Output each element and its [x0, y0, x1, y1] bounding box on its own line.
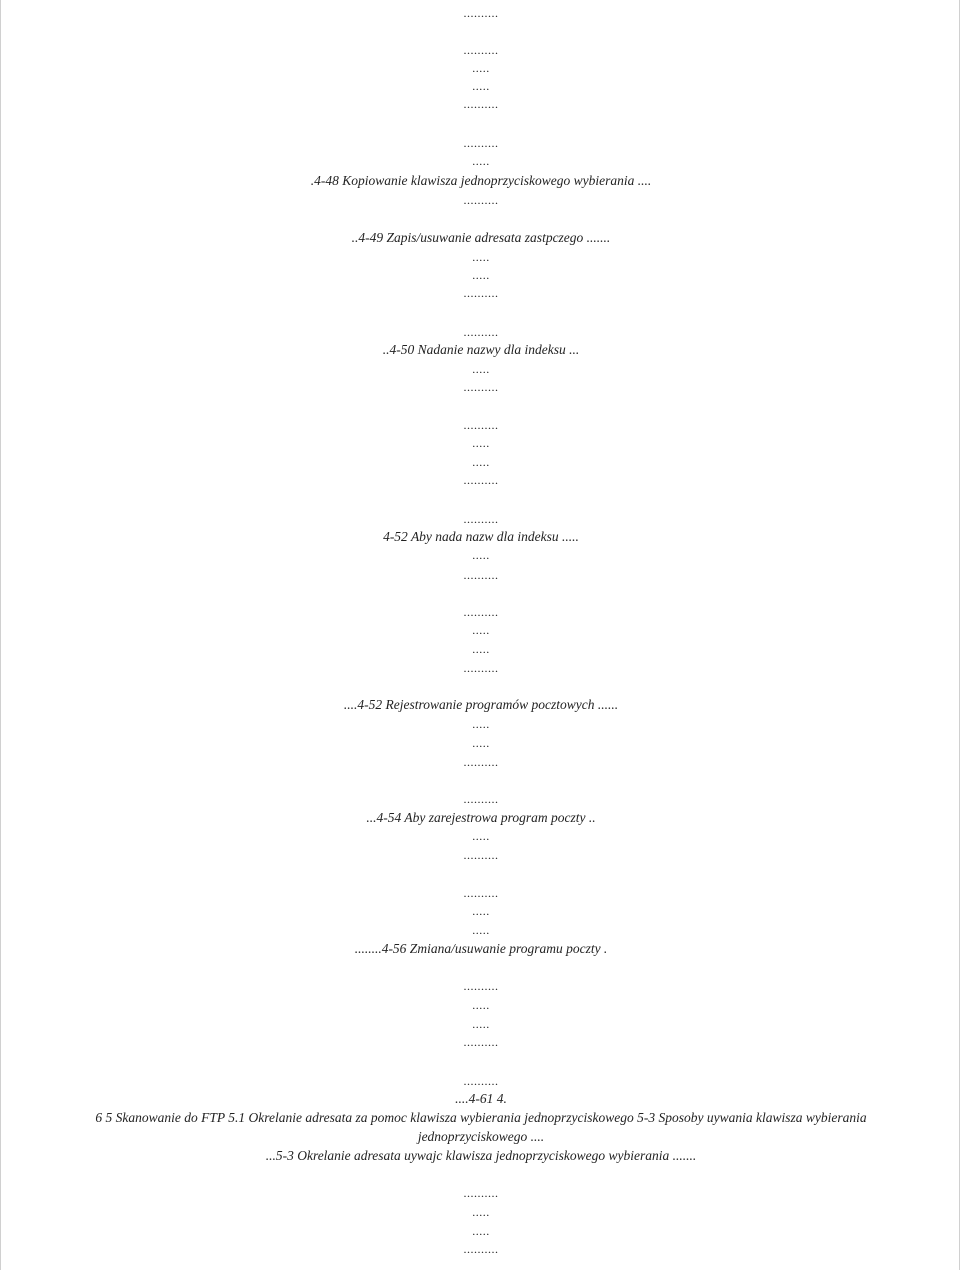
toc-dot-leader: .......... — [463, 1186, 499, 1200]
toc-dot-leader: ..... — [472, 829, 490, 843]
toc-entry: ..4-49 Zapis/usuwanie adresata zastpczego ....... — [351, 230, 611, 245]
toc-dot-leader: ..... — [472, 642, 490, 656]
toc-dot-leader: ..... — [472, 717, 490, 731]
toc-entry: ....4-52 Rejestrowanie programów pocztowych ...... — [343, 697, 619, 712]
toc-dot-leader: ..... — [472, 436, 490, 450]
toc-entry: ...5-3 Okrelanie adresata uywajc klawisza jednoprzyciskowego wybierania ....... — [265, 1148, 697, 1163]
toc-dot-leader: ..... — [472, 998, 490, 1012]
toc-entry: .4-48 Kopiowanie klawisza jednoprzyciskowego wybierania .... — [310, 173, 652, 188]
toc-dot-leader: .......... — [463, 661, 499, 675]
toc-dot-leader: .......... — [463, 979, 499, 993]
toc-dot-leader: .......... — [463, 6, 499, 20]
toc-dot-leader: .......... — [463, 286, 499, 300]
toc-dot-leader: ..... — [472, 736, 490, 750]
toc-dot-leader: .......... — [463, 325, 499, 339]
toc-dot-leader: .......... — [463, 1242, 499, 1256]
toc-entry: ....4-61 4. — [455, 1091, 507, 1106]
toc-entry: ..4-50 Nadanie nazwy dla indeksu ... — [382, 342, 580, 357]
toc-dot-leader: .......... — [463, 43, 499, 57]
toc-dot-leader: .......... — [463, 1074, 499, 1088]
toc-dot-leader: .......... — [463, 755, 499, 769]
toc-dot-leader: .......... — [463, 512, 499, 526]
toc-dot-leader: .......... — [463, 97, 499, 111]
toc-dot-leader: ..... — [472, 455, 490, 469]
toc-dot-leader: .......... — [463, 473, 499, 487]
toc-dot-leader: .......... — [463, 1035, 499, 1049]
toc-dot-leader: ..... — [472, 1205, 490, 1219]
toc-entry: ........4-56 Zmiana/usuwanie programu poczty . — [354, 941, 608, 956]
toc-entry: 4-52 Aby nada nazw dla indeksu ..... — [383, 529, 579, 544]
toc-dot-leader: ..... — [472, 623, 490, 637]
toc-entry: 6 5 Skanowanie do FTP 5.1 Okrelanie adresata za pomoc klawisza wybierania jednoprzyciskowego 5-3 Sposoby uywania klawisza wybierania — [95, 1110, 867, 1125]
toc-dot-leader: ..... — [472, 1224, 490, 1238]
toc-dot-leader: .......... — [463, 136, 499, 150]
toc-entry: jednoprzyciskowego .... — [417, 1129, 545, 1144]
toc-dot-leader: .......... — [463, 418, 499, 432]
toc-dot-leader: ..... — [472, 1017, 490, 1031]
toc-dot-leader: ..... — [472, 250, 490, 264]
toc-dot-leader: ..... — [472, 362, 490, 376]
toc-dot-leader: ..... — [472, 548, 490, 562]
toc-entry: ...4-54 Aby zarejestrowa program poczty .. — [366, 810, 596, 825]
toc-dot-leader: .......... — [463, 886, 499, 900]
toc-dot-leader: .......... — [463, 792, 499, 806]
toc-dot-leader: .......... — [463, 380, 499, 394]
toc-dot-leader: .......... — [463, 568, 499, 582]
toc-dot-leader: ..... — [472, 904, 490, 918]
toc-dot-leader: ..... — [472, 61, 490, 75]
toc-dot-leader: .......... — [463, 605, 499, 619]
toc-dot-leader: ..... — [472, 154, 490, 168]
toc-dot-leader: .......... — [463, 848, 499, 862]
toc-dot-leader: ..... — [472, 79, 490, 93]
toc-dot-leader: ..... — [472, 268, 490, 282]
toc-dot-leader: ..... — [472, 923, 490, 937]
toc-dot-leader: .......... — [463, 193, 499, 207]
